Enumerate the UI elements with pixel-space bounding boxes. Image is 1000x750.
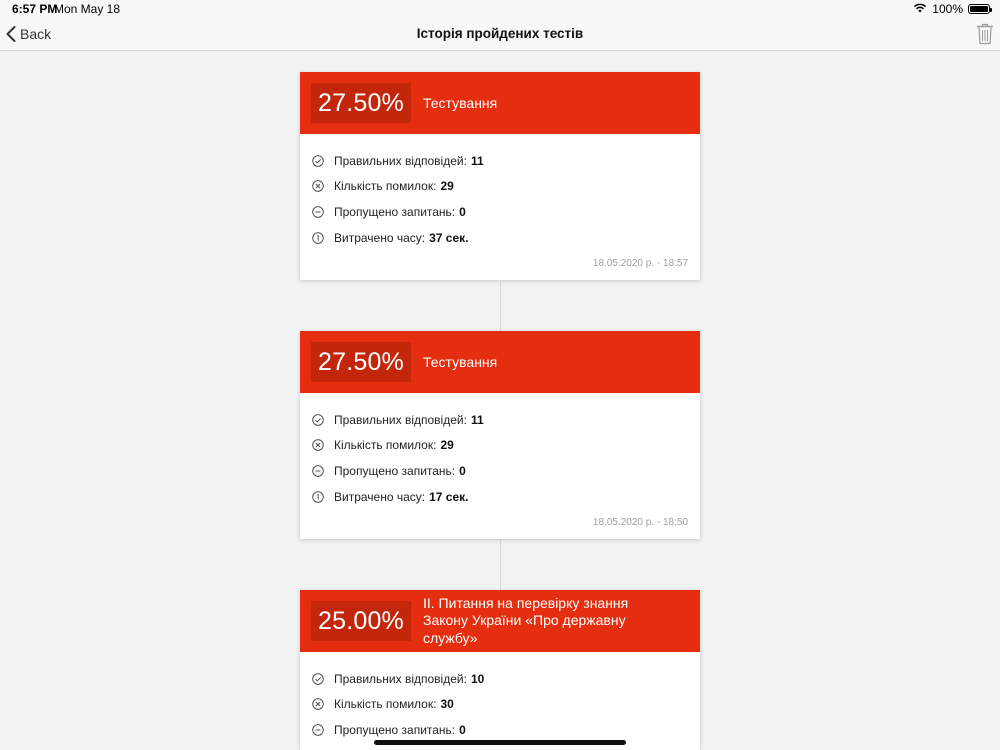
navigation-bar: [0, 18, 1000, 51]
x-circle-icon: [312, 180, 324, 192]
score-percent: 27.50%: [311, 342, 411, 382]
stat-value: 0: [459, 722, 466, 737]
stat-skipped: [312, 199, 688, 225]
trash-icon: [976, 23, 994, 45]
score-percent: 25.00%: [311, 601, 411, 641]
stat-time: [312, 225, 688, 251]
result-card[interactable]: [300, 590, 700, 750]
check-circle-icon: [312, 414, 324, 426]
minus-circle-icon: [312, 465, 324, 477]
check-circle-icon: [312, 155, 324, 167]
stat-errors: [312, 433, 688, 459]
card-header: [300, 331, 700, 393]
test-title: Тестування: [423, 94, 498, 111]
stat-label: Пропущено запитань:: [334, 463, 456, 478]
result-card[interactable]: [300, 331, 700, 539]
stat-correct: [312, 666, 688, 692]
stat-errors: [312, 174, 688, 200]
delete-history-button[interactable]: [976, 23, 994, 45]
x-circle-icon: [312, 439, 324, 451]
wifi-icon: [913, 0, 927, 18]
card-header: [300, 590, 700, 652]
stat-time: [312, 484, 688, 510]
stat-skipped: [312, 458, 688, 484]
battery-icon: [968, 4, 990, 14]
stats-list: [300, 134, 700, 250]
stat-value: 11: [470, 412, 484, 427]
stat-value: 37 сек.: [429, 230, 469, 245]
status-right: [913, 0, 990, 18]
x-circle-icon: [312, 698, 324, 710]
info-circle-icon: [312, 491, 324, 503]
stat-label: Витрачено часу:: [334, 230, 426, 245]
stat-correct: [312, 407, 688, 433]
stat-value: 10: [470, 671, 485, 686]
minus-circle-icon: [312, 724, 324, 736]
stat-label: Пропущено запитань:: [334, 722, 456, 737]
stat-label: Правильних відповідей:: [334, 153, 467, 168]
home-indicator[interactable]: [374, 740, 626, 745]
stat-label: Кількість помилок:: [334, 438, 437, 453]
stat-label: Правильних відповідей:: [334, 671, 467, 686]
card-timestamp: 18.05.2020 р. - 18:50: [592, 517, 688, 529]
stat-value: 17 сек.: [429, 489, 469, 504]
stat-value: 0: [459, 204, 466, 219]
stat-errors: [312, 692, 688, 718]
minus-circle-icon: [312, 206, 324, 218]
stat-value: 29: [440, 179, 454, 194]
stat-value: 29: [440, 438, 454, 453]
stats-list: [300, 652, 700, 743]
battery-percent: 100%: [932, 2, 963, 16]
stat-label: Кількість помилок:: [334, 179, 437, 194]
stat-skipped: [312, 717, 688, 743]
stat-label: Кількість помилок:: [334, 697, 437, 712]
score-percent: 27.50%: [311, 83, 411, 123]
back-button-label: Back: [20, 26, 52, 42]
stat-value: 0: [459, 463, 466, 478]
status-bar: [0, 0, 1000, 18]
stat-value: 11: [470, 153, 484, 168]
test-title: Тестування: [423, 353, 498, 370]
check-circle-icon: [312, 673, 324, 685]
result-card[interactable]: [300, 72, 700, 280]
status-date: Mon May 18: [54, 2, 121, 16]
info-circle-icon: [312, 232, 324, 244]
status-time: 6:57 PM: [12, 2, 58, 16]
card-timestamp: 18.05.2020 р. - 18:57: [592, 258, 688, 270]
stats-list: [300, 393, 700, 509]
stat-label: Витрачено часу:: [334, 489, 426, 504]
card-header: [300, 72, 700, 134]
stat-label: Пропущено запитань:: [334, 204, 456, 219]
stat-label: Правильних відповідей:: [334, 412, 467, 427]
page-title: Історія пройдених тестів: [416, 26, 584, 41]
stat-value: 30: [440, 697, 454, 712]
stat-correct: [312, 148, 688, 174]
test-title: II. Питання на перевірку знання Закону України «Про державну службу»: [423, 594, 629, 646]
